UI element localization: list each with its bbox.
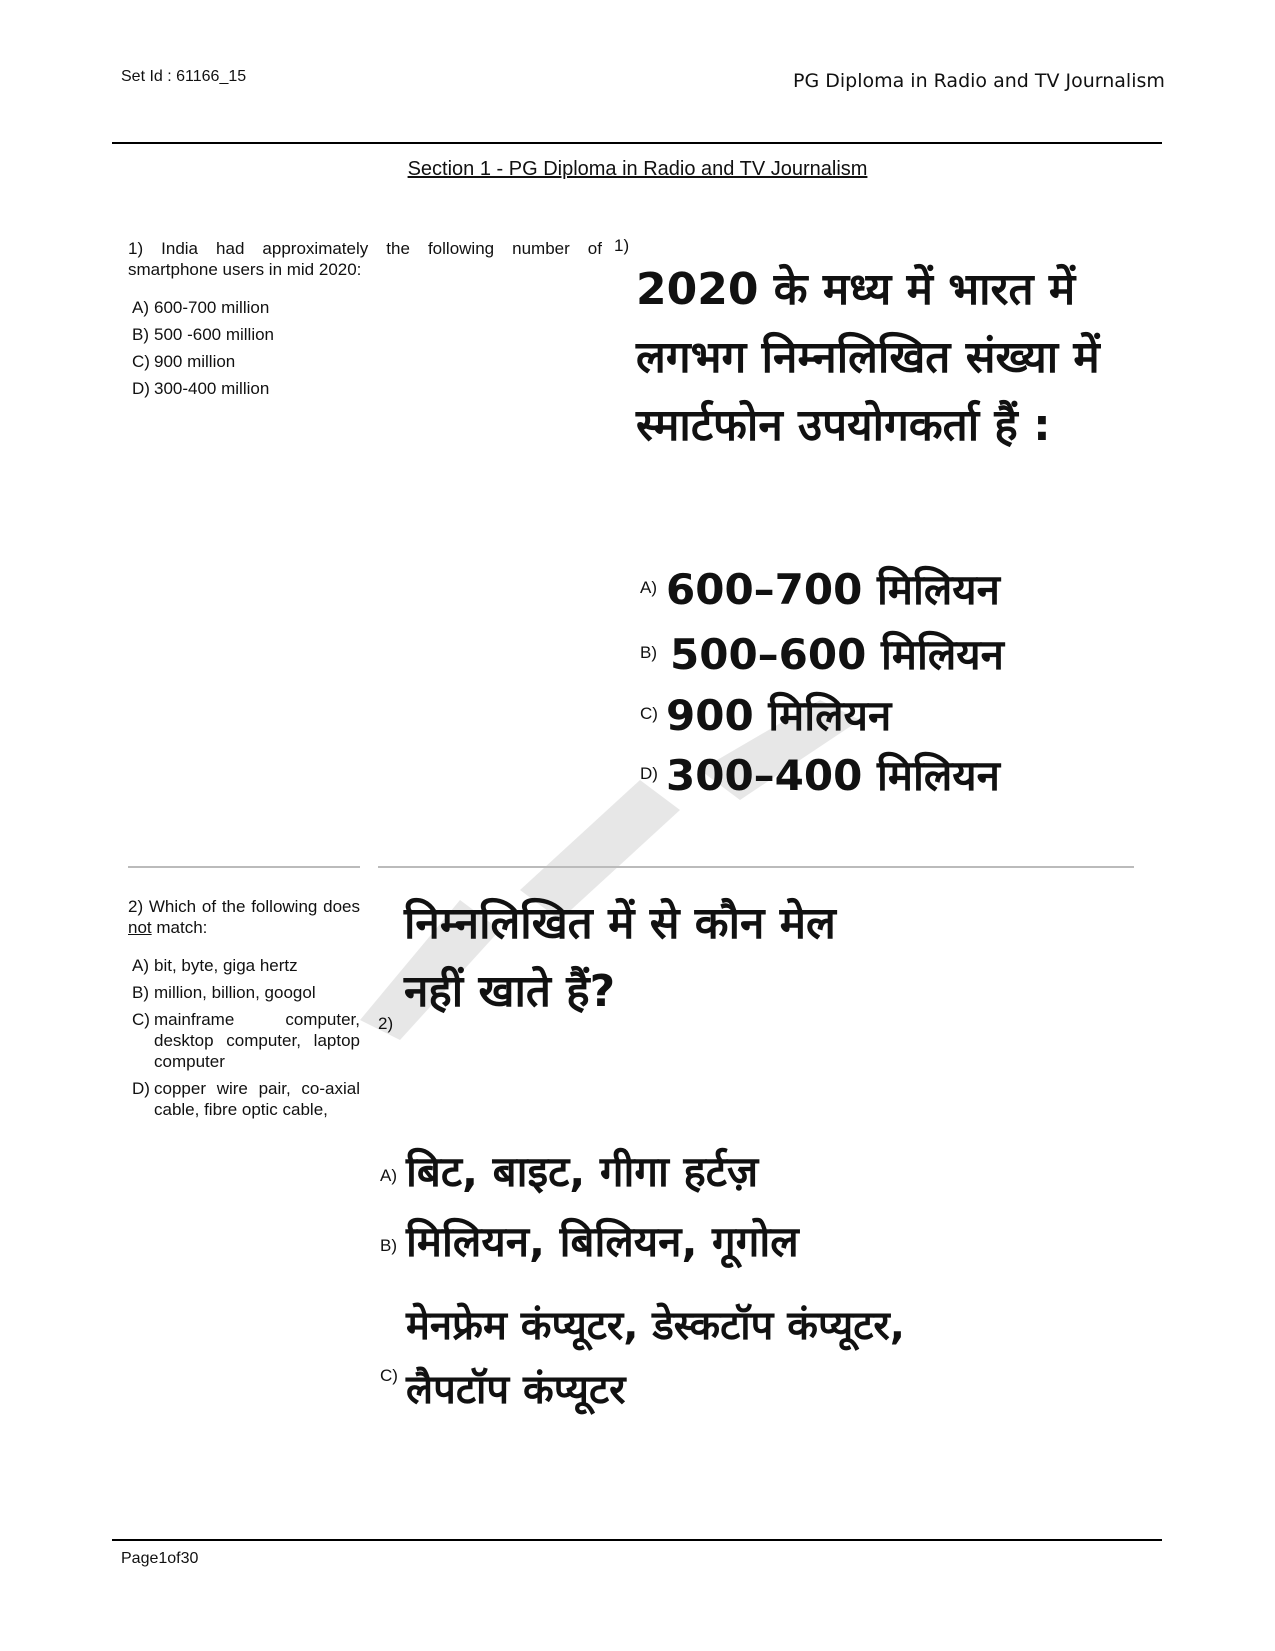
q2-english	[128, 896, 360, 1126]
q1-option-d-hi: D) 300–400 मिलियन	[640, 751, 1000, 800]
q2-option-c-hi: C) मेनफ्रेम कंप्यूटर, डेस्कटॉप कंप्यूटर, लैपटॉप कंप्यूटर	[380, 1303, 905, 1413]
q2-option-a-en: A) bit, byte, giga hertz	[132, 956, 298, 975]
page-number: Page1of30	[121, 1550, 199, 1567]
q2-stem-not: not	[128, 918, 152, 937]
q1-option-b-hi: B) 500–600 मिलियन	[640, 630, 1004, 679]
q1-english	[128, 238, 602, 405]
q1-option-c-hi: C) 900 मिलियन	[640, 691, 892, 740]
q1-stem-en: 1) India had approximately the following number of smartphone users in mid 2020:	[128, 239, 602, 279]
q2-option-d-en: D) copper wire pair, co-axial cable, fibre optic cable,	[132, 1079, 360, 1119]
set-id: Set Id : 61166_15	[121, 68, 247, 85]
q1-option-b-en: B) 500 -600 million	[132, 325, 275, 344]
q2-option-b-en: B) million, billion, googol	[132, 983, 316, 1002]
q-divider-left	[128, 866, 360, 868]
q2-number-hi: 2)	[378, 1014, 394, 1033]
course-header: PG Diploma in Radio and TV Journalism	[793, 70, 1165, 92]
q1-option-a-en: A) 600-700 million	[132, 298, 270, 317]
q1-option-c-en: C) 900 million	[132, 352, 236, 371]
q1-option-d-en: D) 300-400 million	[132, 379, 270, 398]
q2-options-en	[128, 955, 360, 1120]
q2-stem-en: 2) Which of the following does not match:	[128, 897, 360, 937]
q1-option-a-hi: A) 600–700 मिलियन	[640, 565, 1000, 614]
q2-option-b-hi: B) मिलियन, बिलियन, गूगोल	[380, 1217, 799, 1266]
footer-rule	[112, 1539, 1162, 1541]
q1-number-hi: 1)	[614, 236, 630, 255]
header-rule	[112, 142, 1162, 144]
section-title-text: Section 1 - PG Diploma in Radio and TV Journalism	[407, 158, 868, 180]
q1-options-en	[128, 297, 602, 399]
q-divider-right	[378, 866, 1134, 868]
q2-option-a-hi: A) बिट, बाइट, गीगा हर्टज़	[380, 1147, 759, 1196]
q2-stem-hi: निम्नलिखित में से कौन मेल नहीं खाते हैं?	[404, 898, 836, 1017]
section-title	[0, 158, 1275, 181]
q1-stem-hi: 2020 के मध्य में भारत में लगभग निम्नलिखित संख्या में स्मार्टफोन उपयोगकर्ता हैं :	[636, 264, 1100, 451]
q2-option-c-en: C) mainframe computer, desktop computer, laptop computer	[132, 1010, 360, 1071]
